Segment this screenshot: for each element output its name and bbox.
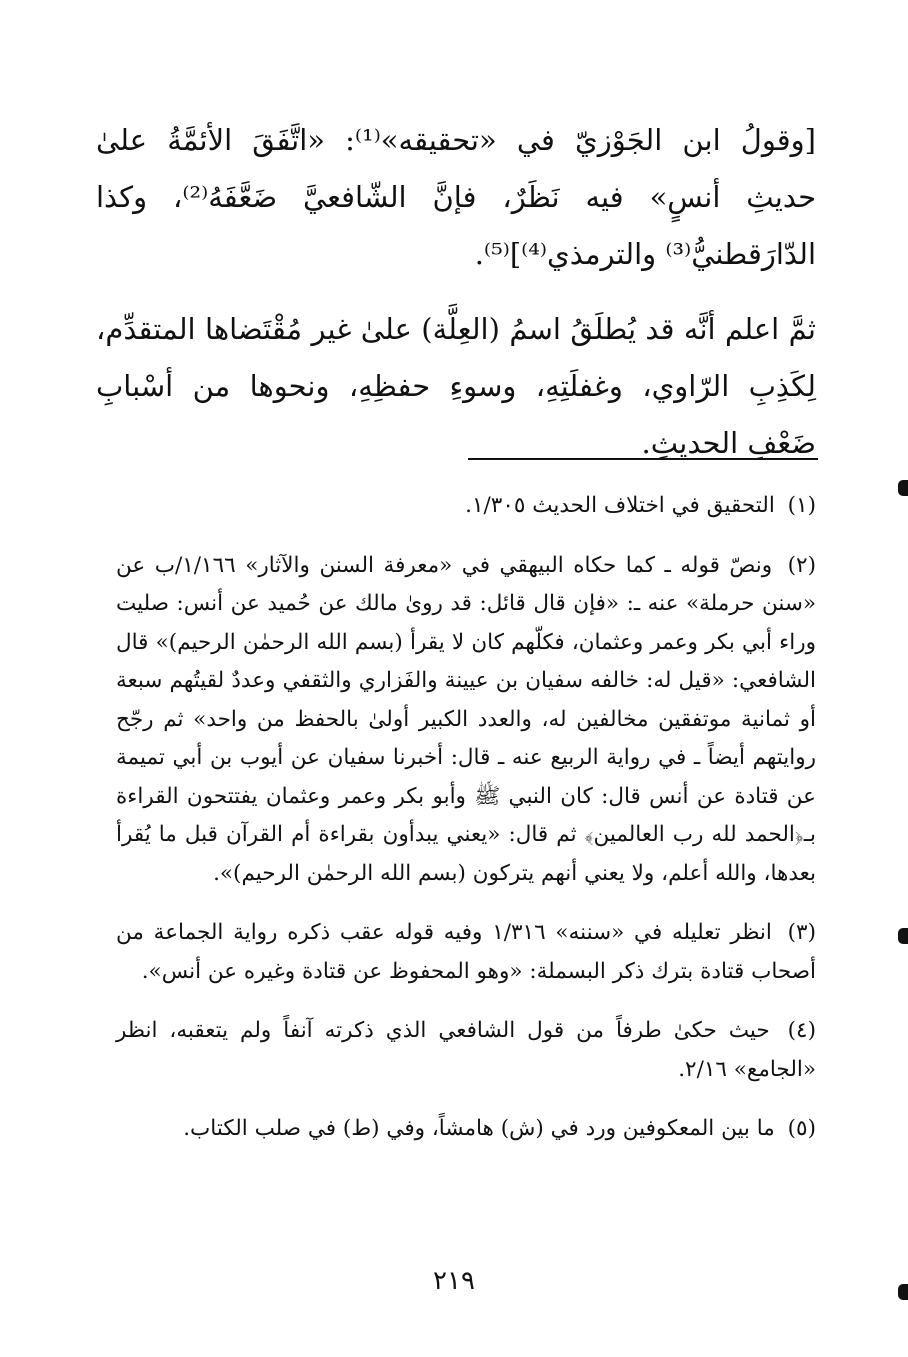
footnote-3 [116, 914, 816, 991]
footnote-text: التحقيق في اختلاف الحديث ١/٣٠٥. [465, 493, 775, 518]
footnote-text: حيث حكىٰ طرفاً من قول الشافعي الذي ذكرته آنفاً ولم يتعقبه، انظر «الجامع» ٢/١٦. [116, 1018, 816, 1082]
footnote-4 [116, 1012, 816, 1089]
footnote-1 [116, 487, 816, 526]
scan-edge-mark [898, 1284, 908, 1300]
footnote-text: ونصّ قوله ـ كما حكاه البيهقي في «معرفة السنن والآثار» ١/١٦٦/ب عن «سنن حرملة» عنه ـ: «فإن قال قائل: قد روىٰ مالك عن حُميد عن أنس: صليت وراء أبي بكر وعمر وعثمان، فكلّهم كان لا يقرأ (بسم الله الرحمٰن الرحيم)» قال الشافعي: «قيل له: خالفه سفيان بن عيينة والفَزاري والثقفي وعددٌ لقيتُهم سبعة أو ثمانية موتفقين مخالفين له، والعدد الكبير أولىٰ بالحفظ من واحد» ثم رجّح روايتهم أيضاً ـ في رواية الربيع عنه ـ قال: أخبرنا سفيان عن أيوب بن أبي تميمة عن قتادة عن أنس قال: كان النبي ﷺ وأبو بكر وعمر وعثمان يفتتحون القراءة بـ﴿الحمد لله رب العالمين﴾ ثم قال: «يعني يبدأون بقراءة أم القرآن قبل ما يُقرأ بعدها، والله أعلم، ولا يعني أنهم يتركون (بسم الله الرحمٰن الرحيم)». [116, 552, 816, 886]
footnote-separator [468, 458, 818, 460]
main-paragraph-2: ثمَّ اعلم أنَّه قد يُطلَقُ اسمُ (العِلَّة) علىٰ غير مُقْتَضاها المتقدِّم، لِكَذِبِ الرّاوي، وغفلَتِهِ، وسوءِ حفظِهِ، ونحوها من أسْبابِ ضَعْفِ الحديثِ. [96, 312, 816, 460]
footnote-number: (٤) [787, 1018, 816, 1043]
scan-edge-mark [898, 480, 908, 496]
main-paragraph-1: [وقولُ ابن الجَوْزيّ في «تحقيقه»⁽¹⁾: «اتَّفَقَ الأئمَّةُ علىٰ حديثِ أنسٍ» فيه نَظَرٌ، فإنَّ الشّافعيَّ ضَعَّفَهُ⁽²⁾، وكذا الدّارَقطنيُّ⁽³⁾ والترمذي⁽⁴⁾]⁽⁵⁾. [96, 123, 817, 271]
footnote-2 [116, 547, 816, 894]
footnote-number: (١) [787, 493, 816, 518]
scan-edge-mark [898, 928, 908, 944]
footnote-text: انظر تعليله في «سننه» ١/٣١٦ وفيه قوله عقب ذكره رواية الجماعة من أصحاب قتادة بترك ذكر البسملة: «وهو المحفوظ عن قتادة وغيره عن أنس». [116, 920, 816, 984]
footnote-text: ما بين المعكوفين ورد في (ش) هامشاً، وفي (ط) في صلب الكتاب. [183, 1116, 775, 1141]
footnote-number: (٥) [787, 1116, 816, 1141]
footnote-number: (٣) [787, 920, 816, 945]
footnote-5 [116, 1110, 816, 1149]
footnotes [116, 487, 816, 1170]
footnote-number: (٢) [787, 552, 816, 578]
page-number: ٢١٩ [433, 1266, 475, 1296]
main-text [96, 112, 816, 490]
